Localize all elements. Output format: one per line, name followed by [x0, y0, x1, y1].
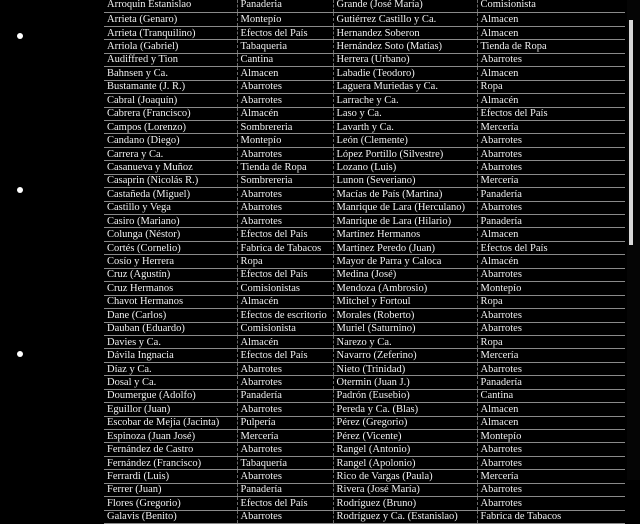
business-type-cell: Abarrotes — [237, 470, 333, 483]
merchant-name-cell: Fernández (Francisco) — [104, 456, 237, 469]
business-type-cell: Sombrereria — [237, 174, 333, 187]
merchant-name-cell: Arrieta (Genaro) — [104, 13, 237, 26]
business-type-cell: Ropa — [237, 255, 333, 268]
business-type-cell: Abarrotes — [237, 188, 333, 201]
ledger-row — [104, 26, 625, 39]
business-type-cell: Tabaqueria — [237, 40, 333, 53]
business-type-cell: Montepío — [237, 134, 333, 147]
merchant-name-cell: Galavis (Benito) — [104, 510, 237, 523]
ledger-row — [104, 416, 625, 429]
business-type-cell: Abarrotes — [477, 134, 625, 147]
business-type-cell: Tabaquería — [237, 456, 333, 469]
ledger-row — [104, 80, 625, 93]
business-type-cell: Panadería — [477, 188, 625, 201]
business-type-cell: Ropa — [477, 295, 625, 308]
business-type-cell: Almacen — [477, 416, 625, 429]
merchant-name-cell: Colunga (Néstor) — [104, 228, 237, 241]
merchant-name-cell: Escobar de Mejía (Jacinta) — [104, 416, 237, 429]
merchant-name-cell: Flores (Gregorio) — [104, 497, 237, 510]
business-type-cell: Ropa — [477, 80, 625, 93]
business-type-cell: Abarrotes — [477, 497, 625, 510]
business-type-cell: Almacén — [237, 295, 333, 308]
merchant-name-cell: Arrieta (Tranquilino) — [104, 26, 237, 39]
business-type-cell: Abarrotes — [237, 201, 333, 214]
merchant-name-cell: Chavot Hermanos — [104, 295, 237, 308]
merchant-name-cell: López Portillo (Silvestre) — [333, 147, 477, 160]
merchant-name-cell: Castillo y Vega — [104, 201, 237, 214]
merchant-name-cell: Laso y Ca. — [333, 107, 477, 120]
business-type-cell: Comisionistas — [237, 282, 333, 295]
ledger-row — [104, 0, 625, 13]
merchant-name-cell: Dávila Ingnacia — [104, 349, 237, 362]
ledger-row — [104, 376, 625, 389]
business-type-cell: Tienda de Ropa — [477, 40, 625, 53]
business-type-cell: Abarrotes — [237, 510, 333, 523]
merchant-name-cell: Casaprin (Nicolás R.) — [104, 174, 237, 187]
merchant-name-cell: Fernández de Castro — [104, 443, 237, 456]
business-type-cell: Abarrotes — [237, 376, 333, 389]
business-type-cell: Mercería — [477, 174, 625, 187]
ledger-row — [104, 349, 625, 362]
business-type-cell: Almacén — [237, 107, 333, 120]
merchant-ledger-table — [104, 0, 625, 524]
business-type-cell: Abarrotes — [477, 443, 625, 456]
business-type-cell: Abarrotes — [477, 322, 625, 335]
merchant-name-cell: Candano (Diego) — [104, 134, 237, 147]
merchant-name-cell: Pérez (Vicente) — [333, 430, 477, 443]
business-type-cell: Almacen — [477, 13, 625, 26]
ledger-row — [104, 403, 625, 416]
business-type-cell: Comisionista — [237, 322, 333, 335]
business-type-cell: Montepío — [237, 13, 333, 26]
ledger-row — [104, 215, 625, 228]
business-type-cell: Abarrotes — [237, 403, 333, 416]
merchant-name-cell: Morales (Roberto) — [333, 309, 477, 322]
business-type-cell: Efectos del País — [237, 228, 333, 241]
ledger-row — [104, 241, 625, 254]
ledger-row — [104, 40, 625, 53]
ledger-body — [104, 0, 625, 524]
ledger-row — [104, 510, 625, 523]
merchant-name-cell: Lunon (Severiano) — [333, 174, 477, 187]
merchant-name-cell: Cabrera (Francisco) — [104, 107, 237, 120]
merchant-name-cell: Hernandez Soberon — [333, 26, 477, 39]
business-type-cell: Almacen — [477, 228, 625, 241]
merchant-name-cell: Lavarth y Ca. — [333, 120, 477, 133]
business-type-cell: Panadería — [477, 215, 625, 228]
binder-hole — [17, 187, 23, 193]
ledger-row — [104, 13, 625, 26]
ledger-row — [104, 497, 625, 510]
merchant-name-cell: Campos (Lorenzo) — [104, 120, 237, 133]
business-type-cell: Efectos del País — [237, 268, 333, 281]
merchant-name-cell: Audiffred y Tion — [104, 53, 237, 66]
merchant-name-cell: Rico de Vargas (Paula) — [333, 470, 477, 483]
ledger-row — [104, 282, 625, 295]
business-type-cell: Almacen — [477, 403, 625, 416]
ledger-row — [104, 228, 625, 241]
business-type-cell: Efectos de escritorio — [237, 309, 333, 322]
business-type-cell: Abarrotes — [477, 456, 625, 469]
business-type-cell: Fabrica de Tabacos — [237, 241, 333, 254]
business-type-cell: Mercería — [237, 430, 333, 443]
ledger-row — [104, 188, 625, 201]
page-edge-strip — [629, 20, 633, 245]
business-type-cell: Abarrotes — [237, 94, 333, 107]
merchant-name-cell: León (Clemente) — [333, 134, 477, 147]
business-type-cell: Abarrotes — [477, 53, 625, 66]
business-type-cell: Efectos del País — [237, 26, 333, 39]
business-type-cell: Comisionista — [477, 0, 625, 13]
merchant-name-cell: Arriola (Gabriel) — [104, 40, 237, 53]
ledger-row — [104, 335, 625, 348]
merchant-name-cell: Arroquin Estanislao — [104, 0, 237, 13]
merchant-name-cell: Doumergue (Adolfo) — [104, 389, 237, 402]
merchant-name-cell: Rangel (Apolonio) — [333, 456, 477, 469]
business-type-cell: Sombrereria — [237, 120, 333, 133]
business-type-cell: Montepío — [477, 430, 625, 443]
ledger-row — [104, 309, 625, 322]
merchant-name-cell: Mendoza (Ambrosio) — [333, 282, 477, 295]
merchant-name-cell: Carrera y Ca. — [104, 147, 237, 160]
business-type-cell: Almacen — [237, 67, 333, 80]
merchant-name-cell: Pérez (Gregorio) — [333, 416, 477, 429]
merchant-name-cell: Cruz (Agustín) — [104, 268, 237, 281]
merchant-name-cell: Bahnsen y Ca. — [104, 67, 237, 80]
ledger-row — [104, 483, 625, 496]
ledger-row — [104, 430, 625, 443]
business-type-cell: Panadería — [477, 376, 625, 389]
ledger-row — [104, 201, 625, 214]
merchant-name-cell: Padrón (Eusebio) — [333, 389, 477, 402]
ledger-row — [104, 174, 625, 187]
business-type-cell: Efectos del País — [477, 107, 625, 120]
merchant-name-cell: Nieto (Trinidad) — [333, 362, 477, 375]
merchant-name-cell: Medina (José) — [333, 268, 477, 281]
merchant-name-cell: Cosío y Herrera — [104, 255, 237, 268]
business-type-cell: Abarrotes — [237, 443, 333, 456]
ledger-row — [104, 134, 625, 147]
merchant-name-cell: Espinoza (Juan José) — [104, 430, 237, 443]
ledger-row — [104, 268, 625, 281]
merchant-name-cell: Davies y Ca. — [104, 335, 237, 348]
merchant-name-cell: Ferrardi (Luis) — [104, 470, 237, 483]
business-type-cell: Almacen — [477, 26, 625, 39]
merchant-name-cell: Otermin (Juan J.) — [333, 376, 477, 389]
business-type-cell: Almacén — [477, 255, 625, 268]
ledger-row — [104, 456, 625, 469]
business-type-cell: Efectos del País — [477, 241, 625, 254]
business-type-cell: Panaderia — [237, 0, 333, 13]
merchant-name-cell: Laguera Muriedas y Ca. — [333, 80, 477, 93]
merchant-name-cell: Herrera (Urbano) — [333, 53, 477, 66]
merchant-name-cell: Martínez Hermanos — [333, 228, 477, 241]
business-type-cell: Mercería — [477, 120, 625, 133]
business-type-cell: Panadería — [237, 389, 333, 402]
business-type-cell: Abarrotes — [477, 161, 625, 174]
ledger-row — [104, 147, 625, 160]
merchant-name-cell: Navarro (Zeferino) — [333, 349, 477, 362]
business-type-cell: Efectos del País — [237, 349, 333, 362]
business-type-cell: Abarrotes — [477, 147, 625, 160]
merchant-name-cell: Manrique de Lara (Hilario) — [333, 215, 477, 228]
merchant-name-cell: Dane (Carlos) — [104, 309, 237, 322]
business-type-cell: Abarrotes — [237, 215, 333, 228]
merchant-name-cell: Rodríguez (Bruno) — [333, 497, 477, 510]
business-type-cell: Montepío — [477, 282, 625, 295]
merchant-name-cell: Cortés (Cornelio) — [104, 241, 237, 254]
merchant-name-cell: Grande (José María) — [333, 0, 477, 13]
merchant-name-cell: Dosal y Ca. — [104, 376, 237, 389]
ledger-row — [104, 389, 625, 402]
business-type-cell: Cantina — [237, 53, 333, 66]
business-type-cell: Almacen — [477, 67, 625, 80]
merchant-name-cell: Díaz y Ca. — [104, 362, 237, 375]
merchant-name-cell: Bustamante (J. R.) — [104, 80, 237, 93]
ledger-row — [104, 161, 625, 174]
business-type-cell: Abarrotes — [477, 362, 625, 375]
business-type-cell: Efectos del País — [237, 497, 333, 510]
ledger-row — [104, 94, 625, 107]
business-type-cell: Panadería — [237, 483, 333, 496]
merchant-name-cell: Muriel (Saturnino) — [333, 322, 477, 335]
business-type-cell: Ropa — [477, 335, 625, 348]
business-type-cell: Abarrotes — [237, 147, 333, 160]
merchant-name-cell: Rodríguez y Ca. (Estanislao) — [333, 510, 477, 523]
merchant-name-cell: Casanueva y Muñoz — [104, 161, 237, 174]
merchant-name-cell: Mitchel y Fortoul — [333, 295, 477, 308]
merchant-name-cell: Mayor de Parra y Caloca — [333, 255, 477, 268]
merchant-name-cell: Dauban (Eduardo) — [104, 322, 237, 335]
business-type-cell: Abarrotes — [477, 309, 625, 322]
merchant-name-cell: Martínez Peredo (Juan) — [333, 241, 477, 254]
ledger-row — [104, 295, 625, 308]
ledger-row — [104, 120, 625, 133]
business-type-cell: Abarrotes — [477, 268, 625, 281]
business-type-cell: Fabrica de Tabacos — [477, 510, 625, 523]
ledger-row — [104, 107, 625, 120]
merchant-name-cell: Larrache y Ca. — [333, 94, 477, 107]
ledger-row — [104, 322, 625, 335]
merchant-name-cell: Hernández Soto (Matías) — [333, 40, 477, 53]
business-type-cell: Cantina — [477, 389, 625, 402]
merchant-name-cell: Casiro (Mariano) — [104, 215, 237, 228]
business-type-cell: Abarrotes — [477, 201, 625, 214]
binder-hole — [17, 351, 23, 357]
business-type-cell: Abarrotes — [237, 80, 333, 93]
ledger-row — [104, 67, 625, 80]
business-type-cell: Abarrotes — [477, 483, 625, 496]
business-type-cell: Almacén — [237, 335, 333, 348]
merchant-name-cell: Labadie (Teodoro) — [333, 67, 477, 80]
merchant-name-cell: Manrique de Lara (Herculano) — [333, 201, 477, 214]
ledger-row — [104, 53, 625, 66]
merchant-name-cell: Rivera (José María) — [333, 483, 477, 496]
ledger-row — [104, 470, 625, 483]
merchant-name-cell: Cabral (Joaquín) — [104, 94, 237, 107]
merchant-name-cell: Lozano (Luis) — [333, 161, 477, 174]
merchant-name-cell: Rangel (Antonio) — [333, 443, 477, 456]
binder-hole — [17, 33, 23, 39]
ledger-row — [104, 362, 625, 375]
merchant-name-cell: Pereda y Ca. (Blas) — [333, 403, 477, 416]
merchant-name-cell: Castañeda (Miguel) — [104, 188, 237, 201]
business-type-cell: Mercería — [477, 349, 625, 362]
business-type-cell: Mercería — [477, 470, 625, 483]
business-type-cell: Tienda de Ropa — [237, 161, 333, 174]
merchant-name-cell: Cruz Hermanos — [104, 282, 237, 295]
ledger-row — [104, 443, 625, 456]
business-type-cell: Almacén — [477, 94, 625, 107]
merchant-name-cell: Gutiérrez Castillo y Ca. — [333, 13, 477, 26]
business-type-cell: Pulpería — [237, 416, 333, 429]
merchant-name-cell: Eguillor (Juan) — [104, 403, 237, 416]
merchant-name-cell: Ferrer (Juan) — [104, 483, 237, 496]
merchant-name-cell: Narezo y Ca. — [333, 335, 477, 348]
business-type-cell: Abarrotes — [237, 362, 333, 375]
ledger-row — [104, 255, 625, 268]
merchant-name-cell: Macías de País (Martina) — [333, 188, 477, 201]
